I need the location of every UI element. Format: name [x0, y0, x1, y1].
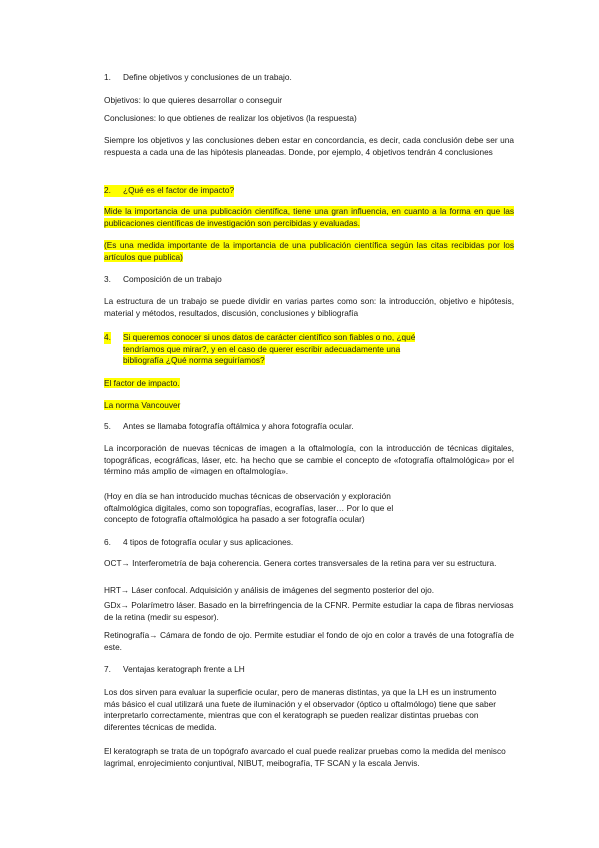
paragraph-mide: [104, 206, 514, 229]
paragraph-siempre: Siempre los objetivos y las conclusiones deben estar en concordancia, es decir, cada conclusión debe ser una respuesta a cada una de las hipótesis planeadas. Donde, por ejemplo, 4 objetivos tendrán 4 conclusiones: [104, 135, 514, 157]
question-number: 7.: [104, 664, 111, 674]
question-5: [104, 421, 354, 433]
question-number: 1.: [104, 72, 111, 82]
answer-factor: [104, 378, 514, 390]
question-number: 4.: [104, 332, 111, 342]
question-7: [104, 664, 245, 676]
question-6: [104, 537, 294, 549]
highlighted-text: Mide la importancia de una publicación científica, tiene una gran influencia, en cuanto a la forma en que las publicaciones científicas de investigación son percibidas y evaluadas.: [104, 206, 514, 228]
paragraph-keratograph: El keratograph se trata de un topógrafo avarcado el cual puede realizar pruebas como la medida del menisco lagrimal, enrojecimiento conjuntival, NIBUT, meibografía, TF SCAN y la escala Jenvis.: [104, 746, 506, 768]
question-2: [104, 185, 235, 197]
question-text: Composición de un trabajo: [123, 274, 222, 284]
question-1: [104, 72, 292, 84]
paragraph-estructura: La estructura de un trabajo se puede dividir en varias partes como son: la introducción, objetivo e hipótesis, material y métodos, resultados, discusión, conclusiones y bibliografía: [104, 296, 514, 318]
paragraph-es-medida: [104, 240, 514, 263]
question-text: Si queremos conocer si unos datos de carácter científico son fiables o no, ¿qué tendríamos que mirar?, y en el caso de querer escribir adecuadamente una bibliografía ¿Qué norma seguiríamos?: [123, 332, 416, 365]
paragraph-objetivos: Objetivos: lo que quieres desarrollar o conseguir: [104, 95, 283, 105]
question-text: ¿Qué es el factor de impacto?: [123, 185, 235, 195]
item-gdx: GDx→ Polarímetro láser. Basado en la birrefringencia de la CFNR. Permite estudiar la capa de fibras nerviosas de la retina (medir su espesor).: [104, 600, 514, 622]
item-hrt: HRT→ Láser confocal. Adquisición y análisis de imágenes del segmento posterior del ojo.: [104, 585, 435, 595]
question-text: Define objetivos y conclusiones de un trabajo.: [123, 72, 292, 82]
question-text: Antes se llamaba fotografía oftálmica y ahora fotografía ocular.: [123, 421, 354, 431]
question-number: 3.: [104, 274, 111, 284]
question-4: [104, 332, 514, 367]
paragraph-ambos: Los dos sirven para evaluar la superficie ocular, pero de maneras distintas, ya que la LH es un instrumento más básico el cual utilizará una fuete de iluminación y el observador (óptico u oftalmólogo) tiene que saber interpretarlo correctamente, mientras que con el keratograph se pueden realizar distintas pruebas con diferentes técnicas de medida.: [104, 687, 497, 732]
answer-norma: [104, 400, 514, 412]
item-oct: OCT→ Interferometría de baja coherencia. Genera cortes transversales de la retina para ver su estructura.: [104, 558, 497, 568]
question-number: 2.: [104, 185, 123, 197]
highlighted-text: La norma Vancouver: [104, 400, 181, 410]
highlighted-text: (Es una medida importante de la importancia de una publicación científica según las citas recibidas por los artículos que publica): [104, 240, 514, 262]
question-text: Ventajas keratograph frente a LH: [123, 664, 245, 674]
question-text: 4 tipos de fotografía ocular y sus aplicaciones.: [123, 537, 294, 547]
question-3: [104, 274, 222, 286]
paragraph-conclusiones: Conclusiones: lo que obtienes de realizar los objetivos (la respuesta): [104, 113, 357, 123]
paragraph-hoy: (Hoy en día se han introducido muchas técnicas de observación y exploración oftalmológica digitales, como son topografías, ecografías, laser… Por lo que el concepto de fotografía oftalmológica ha pasado a ser fotografía ocular): [104, 491, 394, 524]
highlighted-text: El factor de impacto.: [104, 378, 180, 388]
item-retinografia: Retinografía→ Cámara de fondo de ojo. Permite estudiar el fondo de ojo en color a través de una fotografía de este.: [104, 630, 514, 652]
paragraph-incorporacion: La incorporación de nuevas técnicas de imagen a la oftalmología, con la introducción de técnicas digitales, topográficas, ecográficas, láser, etc. ha hecho que se cambie el concepto de «fotografía oftalmológica» por el término más amplio de «imagen en oftalmología».: [104, 443, 514, 476]
question-number: 6.: [104, 537, 111, 547]
question-number: 5.: [104, 421, 111, 431]
